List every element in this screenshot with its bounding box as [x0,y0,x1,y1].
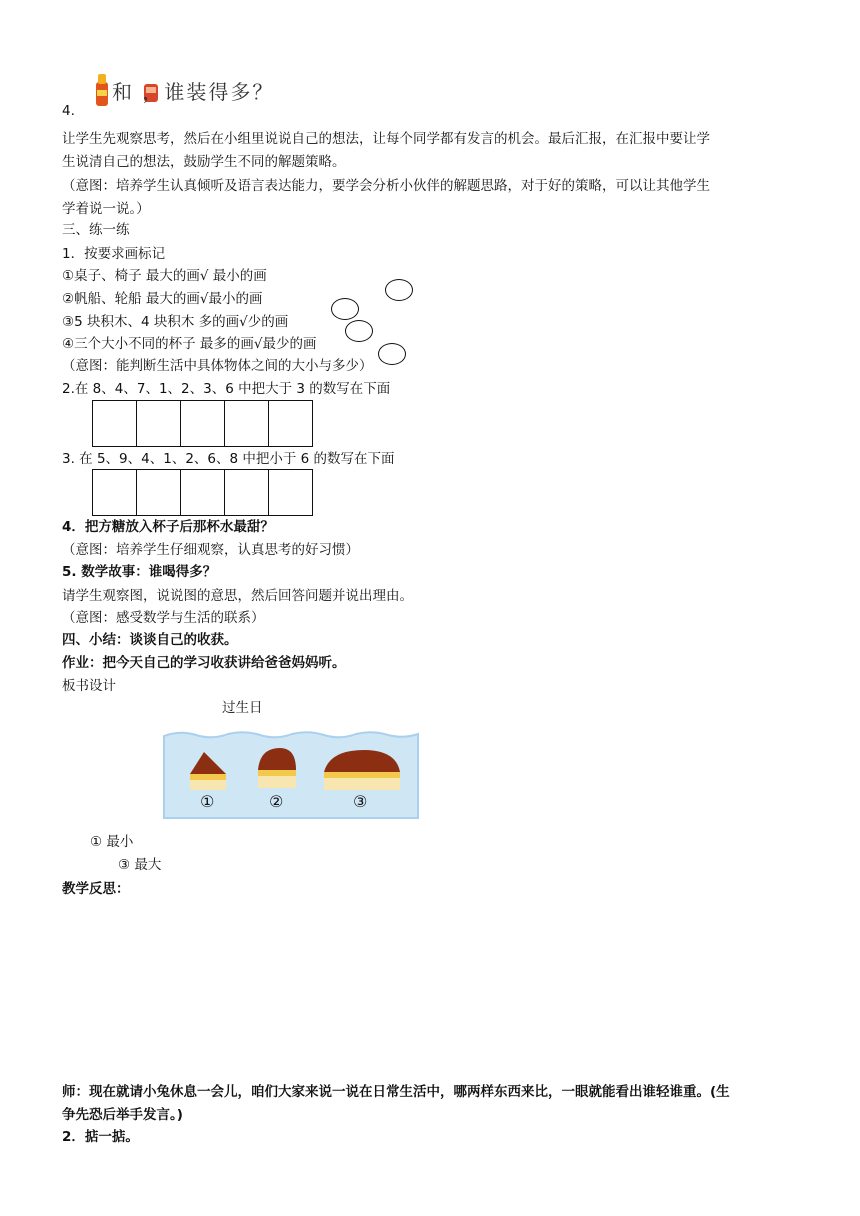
intent-note: （意图：培养学生仔细观察，认真思考的好习惯） [62,542,359,558]
paragraph-line: 生说清自己的想法，鼓励学生不同的解题策略。 [62,154,346,170]
answer-box[interactable] [268,400,313,447]
teacher-line: 争先恐后举手发言。) [62,1107,183,1123]
answer-box[interactable] [92,400,137,447]
board-title: 过生日 [222,700,263,716]
intent-note: 学着说一说。） [62,201,150,217]
question-1-item: ④三个大小不同的杯子 最多的画√最少的画 [62,336,317,352]
answer-box[interactable] [180,469,225,516]
board-note-largest: ③ 最大 [118,857,162,873]
intent-note: （意图：培养学生认真倾听及语言表达能力，要学会分析小伙伴的解题思路，对于好的策略，可以让其他学生 [62,178,710,194]
question-1-item: ①桌子、椅子 最大的画√ 最小的画 [62,268,267,284]
answer-box-row [92,400,312,447]
board-design-heading: 板书设计 [62,678,116,694]
question-5-text: 请学生观察图，说说图的意思，然后回答问题并说出理由。 [62,588,413,604]
question-weigh: 2．掂一掂。 [62,1129,139,1145]
paragraph-line: 让学生先观察思考，然后在小组里说说自己的想法，让每个同学都有发言的机会。最后汇报，在汇报中要让学 [62,131,710,147]
section-heading: 三、练一练 [62,222,130,238]
circle-mark [385,279,413,301]
board-note-smallest: ① 最小 [90,834,134,850]
question-4: 4．把方糖放入杯子后那杯水最甜？ [62,519,274,535]
cake-label: ① [200,792,215,811]
question-1: 1．按要求画标记 [62,246,166,262]
answer-box[interactable] [224,400,269,447]
question-5: 5. 数学故事：谁喝得多？ [62,564,217,580]
answer-box[interactable] [136,400,181,447]
answer-box[interactable] [180,400,225,447]
teaching-reflection: 教学反思： [62,881,130,897]
answer-box[interactable] [224,469,269,516]
circle-mark [331,298,359,320]
question-1-item: ②帆船、轮船 最大的画√最小的画 [62,291,263,307]
cake-label: ③ [353,792,368,811]
homework: 作业：把今天自己的学习收获讲给爸爸妈妈听。 [62,655,346,671]
cake-label: ② [269,792,284,811]
teacher-line: 师：现在就请小兔休息一会儿，咱们大家来说一说在日常生活中，哪两样东西来比，一眼就能看出谁轻谁重。(生 [62,1084,730,1100]
question-2: 2.在 8、4、7、1、2、3、6 中把大于 3 的数写在下面 [62,381,391,397]
section-heading: 四、小结：谈谈自己的收获。 [62,632,238,648]
circle-mark [378,343,406,365]
header-title-text: 和 ，谁装得多？ [112,80,275,104]
cake-illustration [160,730,422,822]
answer-box[interactable] [268,469,313,516]
question-1-item: ③5 块积木、4 块积木 多的画√少的画 [62,314,289,330]
question-3: 3. 在 5、9、4、1、2、6、8 中把小于 6 的数写在下面 [62,451,395,467]
header-illustration [92,68,322,112]
intent-note: （意图：感受数学与生活的联系） [62,610,265,626]
answer-box[interactable] [136,469,181,516]
answer-box-row [92,469,312,516]
item-number-4: 4. [62,103,75,119]
intent-note: （意图：能判断生活中具体物体之间的大小与多少） [62,358,373,374]
circle-mark [345,320,373,342]
answer-box[interactable] [92,469,137,516]
